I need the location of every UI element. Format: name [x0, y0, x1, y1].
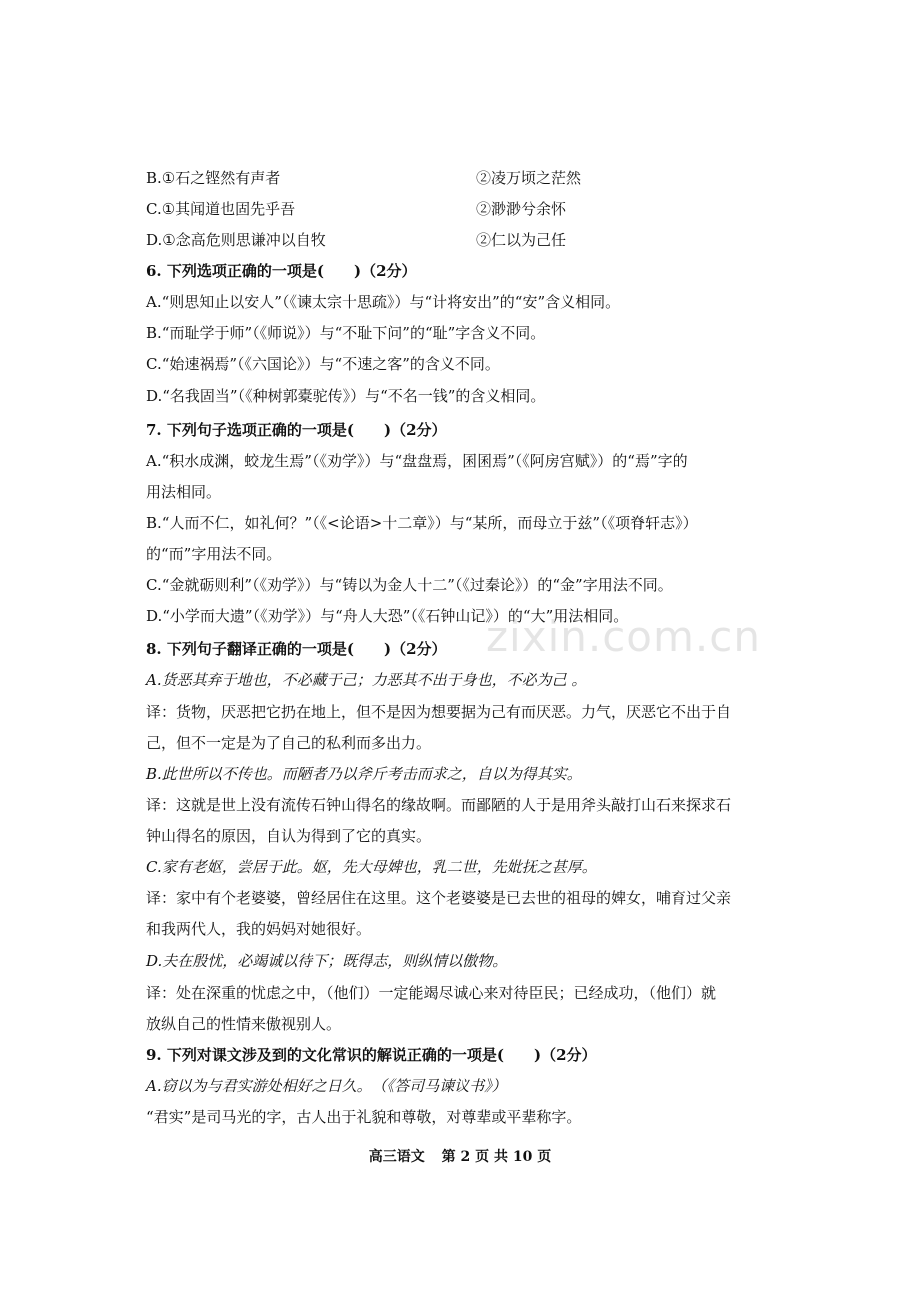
question-6-option-d: D.“名我固当”（《种树郭橐驼传》）与“不名一钱”的含义相同。: [146, 387, 546, 405]
question-7-option-b-line-1: B.“人而不仁，如礼何？”（《<论语>十二章》）与“某所，而母立于兹”（《项脊轩志》）: [146, 514, 698, 532]
question-7-option-b-line-2: 的“而”字用法不同。: [146, 545, 282, 563]
question-8-option-c: C.家有老妪，尝居于此。妪，先大母婢也，乳二世，先妣抚之甚厚。: [146, 858, 597, 876]
footer-page-info: 第 2 页 共 10 页: [441, 1149, 552, 1165]
question-7-option-a-line-1: A.“积水成渊，蛟龙生焉”（《劝学》）与“盘盘焉，囷囷焉”（《阿房宫赋》）的“焉”字的: [146, 452, 688, 470]
option-d-row: [146, 230, 786, 250]
question-8-option-a-translation-line-2: 己，但不一定是为了自己的私利而多出力。: [146, 734, 432, 752]
footer-subject: 高三语文: [368, 1149, 425, 1165]
watermark-text: zixin.com.cn: [486, 612, 761, 661]
question-8-option-b-translation-line-2: 钟山得名的原因，自认为得到了它的真实。: [146, 827, 432, 845]
question-9-title: 9. 下列对课文涉及到的文化常识的解说正确的一项是( )（2分）: [146, 1046, 597, 1064]
question-9-option-a: A.窃以为与君实游处相好之日久。 （《答司马谏议书》）: [146, 1077, 507, 1095]
question-8-option-d-translation-line-1: 译：处在深重的忧虑之中，（他们）一定能竭尽诚心来对待臣民；已经成功，（他们）就: [146, 984, 717, 1002]
option-b-row: [146, 168, 786, 188]
question-6-option-a: A.“则思知止以安人”（《谏太宗十思疏》）与“计将安出”的“安”含义相同。: [146, 293, 621, 311]
question-7-option-d: D.“小学而大遗”（《劝学》）与“舟人大恐”（《石钟山记》）的“大”用法相同。: [146, 607, 629, 625]
page-footer: [0, 1147, 920, 1167]
question-6-option-c: C.“始速祸焉”（《六国论》）与“不速之客”的含义不同。: [146, 355, 500, 373]
question-7-title: 7. 下列句子选项正确的一项是( )（2分）: [146, 421, 447, 439]
question-8-option-c-translation-line-2: 和我两代人，我的妈妈对她很好。: [146, 920, 372, 938]
option-d-item-1: D.①念高危则思谦冲以自牧: [146, 231, 326, 249]
question-6-title: 6. 下列选项正确的一项是( )（2分）: [146, 262, 417, 280]
question-8-option-a: A.货恶其弃于地也，不必藏于己；力恶其不出于身也，不必为己 。: [146, 671, 587, 689]
option-c-row: [146, 199, 786, 219]
option-c-item-1: C.①其闻道也固先乎吾: [146, 200, 296, 218]
option-c-item-2: ②渺渺兮余怀: [476, 200, 567, 218]
question-8-option-b: B.此世所以不传也。而陋者乃以斧斤考击而求之，自以为得其实。: [146, 765, 582, 783]
question-8-title: 8. 下列句子翻译正确的一项是( )（2分）: [146, 640, 447, 658]
question-8-option-d: D.夫在殷忧，必竭诚以待下；既得志，则纵情以傲物。: [146, 952, 508, 970]
question-8-option-d-translation-line-2: 放纵自己的性情来傲视别人。: [146, 1015, 342, 1033]
question-8-option-c-translation-line-1: 译：家中有个老婆婆，曾经居住在这里。这个老婆婆是已去世的祖母的婢女，哺育过父亲: [146, 889, 732, 907]
option-d-item-2: ②仁以为己任: [476, 231, 567, 249]
option-b-item-1: B.①石之铿然有声者: [146, 169, 281, 187]
question-7-option-c: C.“金就砺则利”（《劝学》）与“铸以为金人十二”（《过秦论》）的“金”字用法不同。: [146, 576, 673, 594]
option-b-item-2: ②凌万顷之茫然: [476, 169, 582, 187]
question-7-option-a-line-2: 用法相同。: [146, 483, 222, 501]
question-6-option-b: B.“而耻学于师”（《师说》）与“不耻下问”的“耻”字含义不同。: [146, 324, 546, 342]
question-8-option-b-translation-line-1: 译：这就是世上没有流传石钟山得名的缘故啊。而鄙陋的人于是用斧头敲打山石来探求石: [146, 796, 732, 814]
question-8-option-a-translation-line-1: 译：货物，厌恶把它扔在地上，但不是因为想要据为己有而厌恶。力气，厌恶它不出于自: [146, 703, 732, 721]
question-9-option-a-explanation: “君实”是司马光的字，古人出于礼貌和尊敬，对尊辈或平辈称字。: [146, 1108, 582, 1126]
